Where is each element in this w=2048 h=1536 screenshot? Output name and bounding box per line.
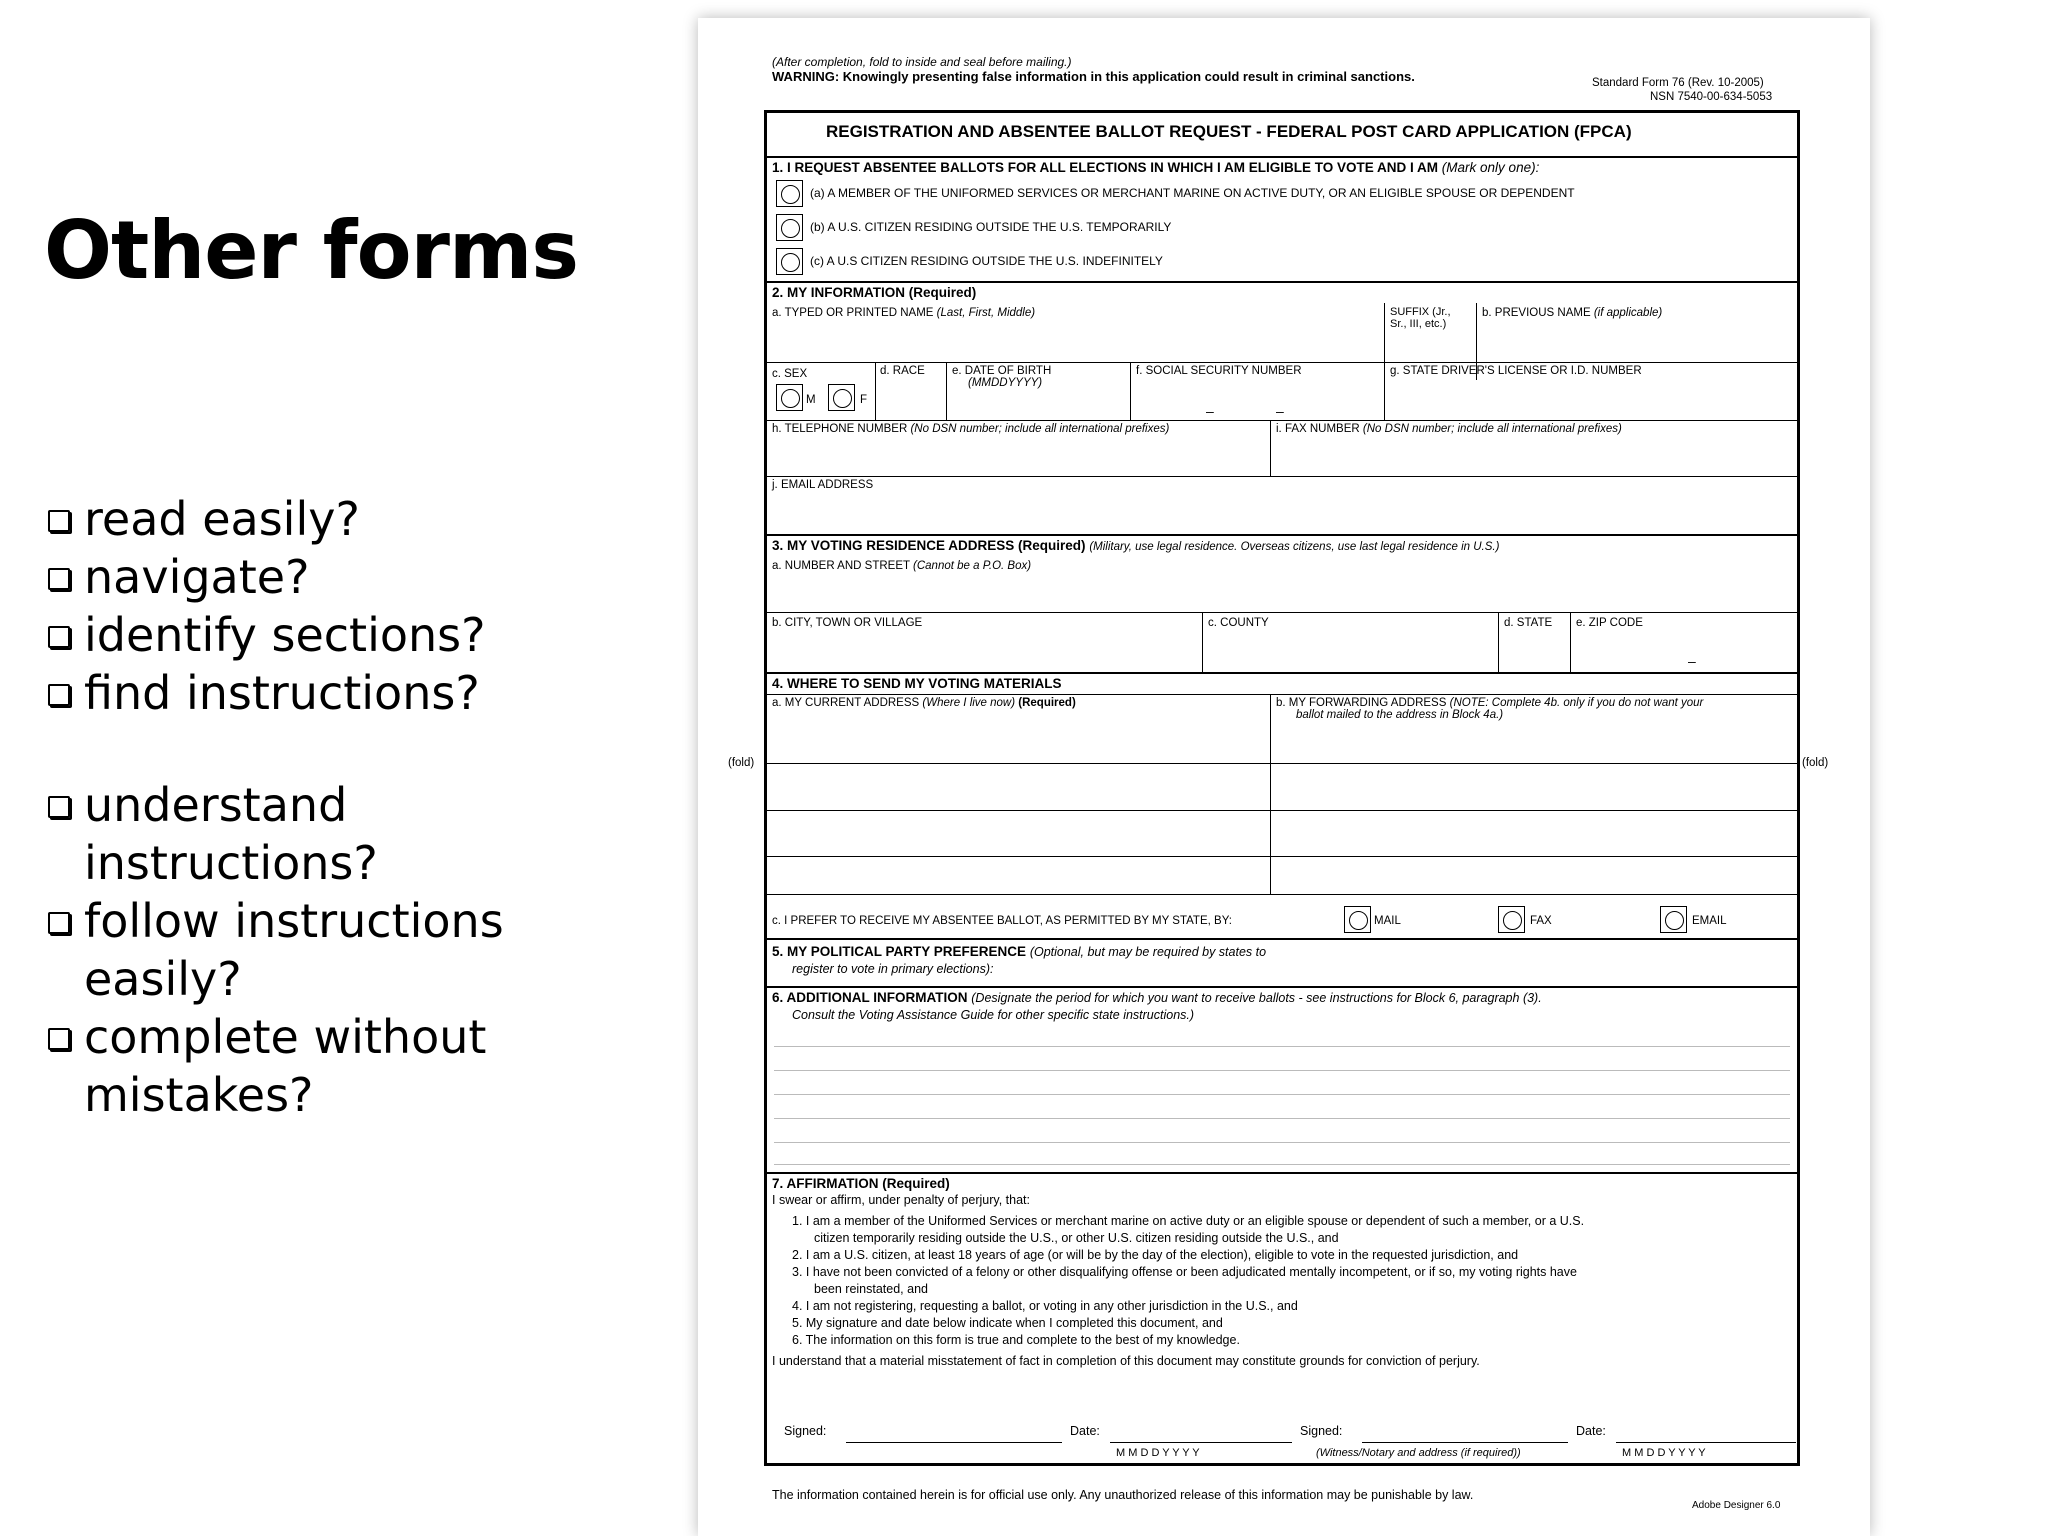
section-3-heading: 3. MY VOTING RESIDENCE ADDRESS (Required) (Military, use legal residence. Overseas citizens, use last legal residence in U.S.) <box>772 538 1500 553</box>
divider <box>1498 612 1499 672</box>
divider <box>1270 420 1271 476</box>
affirmation-item: 3. I have not been convicted of a felony or other disqualifying offense or been adjudicated mentally incompetent, or if so, my voting rights have <box>792 1265 1577 1279</box>
section-5-heading: 5. MY POLITICAL PARTY PREFERENCE (Optional, but may be required by states to <box>772 944 1267 959</box>
divider <box>764 810 1800 811</box>
divider <box>1384 362 1385 420</box>
divider <box>764 938 1800 940</box>
field-zip-label: e. ZIP CODE <box>1576 617 1643 629</box>
date-label: Date: <box>1070 1424 1100 1438</box>
form-number: Standard Form 76 (Rev. 10-2005) <box>1592 77 1764 89</box>
radio-email[interactable] <box>1660 906 1687 933</box>
divider <box>764 894 1800 895</box>
signed-label: Signed: <box>784 1424 827 1438</box>
affirmation-closing: I understand that a material misstatement of fact in completion of this document may constitute grounds for conviction of perjury. <box>772 1354 1480 1368</box>
delivery-fax-label: FAX <box>1530 915 1552 927</box>
signature-line[interactable] <box>846 1442 1062 1443</box>
field-forwarding-address-label: b. MY FORWARDING ADDRESS (NOTE: Complete 4b. only if you do not want your <box>1276 697 1704 709</box>
option-temporary: (b) A U.S. CITIZEN RESIDING OUTSIDE THE U.S. TEMPORARILY <box>810 220 1172 234</box>
form-title: REGISTRATION AND ABSENTEE BALLOT REQUEST - FEDERAL POST CARD APPLICATION (FPCA) <box>826 122 1632 141</box>
option-uniformed: (a) A MEMBER OF THE UNIFORMED SERVICES OR MERCHANT MARINE ON ACTIVE DUTY, OR AN ELIGIBLE SPOUSE OR DEPENDENT <box>810 186 1575 200</box>
affirmation-item: citizen temporarily residing outside the U.S., or other U.S. citizen residing outside the U.S., and <box>814 1231 1339 1245</box>
checkbox-icon <box>48 626 70 648</box>
radio-uniformed[interactable] <box>776 180 803 207</box>
section-5-note: register to vote in primary elections): <box>792 962 994 976</box>
witness-date-line[interactable] <box>1616 1442 1796 1443</box>
slide-title: Other forms <box>44 204 578 297</box>
witness-date-label: Date: <box>1576 1424 1606 1438</box>
field-name-label: a. TYPED OR PRINTED NAME (Last, First, Middle) <box>772 307 1036 319</box>
field-dob-label: e. DATE OF BIRTH <box>952 365 1052 377</box>
field-fax-label: i. FAX NUMBER (No DSN number; include all international prefixes) <box>1276 423 1622 435</box>
field-street-label: a. NUMBER AND STREET (Cannot be a P.O. Box) <box>772 560 1032 572</box>
radio-female[interactable] <box>828 384 855 411</box>
checkbox-icon <box>48 912 70 934</box>
field-current-address-label: a. MY CURRENT ADDRESS (Where I live now) (Required) <box>772 697 1076 709</box>
date-line[interactable] <box>1110 1442 1292 1443</box>
radio-indefinite[interactable] <box>776 248 803 275</box>
divider <box>764 420 1800 421</box>
radio-fax[interactable] <box>1498 906 1525 933</box>
sex-male-label: M <box>806 394 816 406</box>
option-indefinite: (c) A U.S CITIZEN RESIDING OUTSIDE THE U.S. INDEFINITELY <box>810 254 1163 268</box>
divider <box>946 362 947 420</box>
footer-notice: The information contained herein is for official use only. Any unauthorized release of this information may be punishable by law. <box>772 1488 1474 1502</box>
nsn-number: NSN 7540-00-634-5053 <box>1650 91 1773 103</box>
divider <box>764 476 1800 477</box>
ballot-delivery-label: c. I PREFER TO RECEIVE MY ABSENTEE BALLOT, AS PERMITTED BY MY STATE, BY: <box>772 915 1232 927</box>
affirmation-item: 2. I am a U.S. citizen, at least 18 years of age (or will be by the day of the election), eligible to vote in the requested jurisdiction, and <box>792 1248 1519 1262</box>
field-suffix-label: SUFFIX (Jr., <box>1390 306 1451 318</box>
radio-mail[interactable] <box>1344 906 1371 933</box>
divider <box>764 1172 1800 1174</box>
writing-line <box>774 1118 1790 1119</box>
affirmation-item: 1. I am a member of the Uniformed Services or merchant marine on active duty or an eligible spouse or dependent of such a member, or a U.S. <box>792 1214 1585 1228</box>
field-race-label: d. RACE <box>880 365 925 377</box>
witness-signed-label: Signed: <box>1300 1424 1343 1438</box>
divider <box>764 612 1800 613</box>
divider <box>1270 694 1271 894</box>
designer-note: Adobe Designer 6.0 <box>1692 1500 1781 1511</box>
field-forwarding-address-note: ballot mailed to the address in Block 4a.) <box>1296 709 1504 721</box>
checkbox-icon <box>48 568 70 590</box>
writing-line <box>774 1142 1790 1143</box>
divider <box>764 856 1800 857</box>
section-4-heading: 4. WHERE TO SEND MY VOTING MATERIALS <box>772 676 1062 691</box>
divider <box>764 281 1800 283</box>
divider <box>764 986 1800 988</box>
affirmation-item: been reinstated, and <box>814 1282 928 1296</box>
field-suffix-label: Sr., III, etc.) <box>1390 318 1447 330</box>
fold-mark-right: (fold) <box>1802 757 1829 769</box>
ssn-separator: – <box>1276 403 1284 419</box>
zip-separator: – <box>1688 653 1696 669</box>
witness-date-format: M M D D Y Y Y Y <box>1622 1447 1706 1459</box>
section-6-note: Consult the Voting Assistance Guide for other specific state instructions.) <box>792 1008 1195 1022</box>
field-dob-format: (MMDDYYYY) <box>968 377 1043 389</box>
divider <box>764 156 1800 158</box>
fold-mark-left: (fold) <box>728 757 755 769</box>
divider <box>764 763 1800 764</box>
witness-signature-line[interactable] <box>1362 1442 1568 1443</box>
field-sex-label: c. SEX <box>772 368 808 380</box>
warning-text: WARNING: Knowingly presenting false information in this application could result in criminal sanctions. <box>772 69 1415 84</box>
sex-female-label: F <box>860 394 868 406</box>
fpca-form <box>698 18 1870 1536</box>
divider <box>764 694 1800 695</box>
field-county-label: c. COUNTY <box>1208 617 1269 629</box>
field-email-label: j. EMAIL ADDRESS <box>772 479 874 491</box>
delivery-email-label: EMAIL <box>1692 915 1727 927</box>
checkbox-icon <box>48 1028 70 1050</box>
date-format: M M D D Y Y Y Y <box>1116 1447 1200 1459</box>
affirmation-item: 6. The information on this form is true and complete to the best of my knowledge. <box>792 1333 1240 1347</box>
writing-line <box>774 1070 1790 1071</box>
section-6-heading: 6. ADDITIONAL INFORMATION (Designate the period for which you want to receive ballots - see instructions for Block 6, paragraph (3). <box>772 990 1542 1005</box>
section-1-heading: 1. I REQUEST ABSENTEE BALLOTS FOR ALL ELECTIONS IN WHICH I AM ELIGIBLE TO VOTE AND I AM (Mark only one): <box>772 160 1540 175</box>
divider <box>1202 612 1203 672</box>
checkbox-icon <box>48 510 70 532</box>
delivery-mail-label: MAIL <box>1374 915 1401 927</box>
divider <box>1570 612 1571 672</box>
section-2-heading: 2. MY INFORMATION (Required) <box>772 285 977 300</box>
ssn-separator: – <box>1206 403 1214 419</box>
section-7-heading: 7. AFFIRMATION (Required) <box>772 1176 950 1191</box>
field-ssn-label: f. SOCIAL SECURITY NUMBER <box>1136 365 1302 377</box>
writing-line <box>774 1094 1790 1095</box>
affirmation-intro: I swear or affirm, under penalty of perjury, that: <box>772 1193 1030 1207</box>
witness-note: (Witness/Notary and address (if required)) <box>1316 1447 1521 1459</box>
affirmation-item: 4. I am not registering, requesting a ballot, or voting in any other jurisdiction in the U.S., and <box>792 1299 1298 1313</box>
divider <box>1130 362 1131 420</box>
field-telephone-label: h. TELEPHONE NUMBER (No DSN number; include all international prefixes) <box>772 423 1170 435</box>
checkbox-icon <box>48 796 70 818</box>
fold-note: (After completion, fold to inside and seal before mailing.) <box>772 55 1072 69</box>
divider <box>764 362 1800 363</box>
divider <box>764 672 1800 674</box>
writing-line <box>774 1046 1790 1047</box>
checkbox-icon <box>48 684 70 706</box>
field-previous-name-label: b. PREVIOUS NAME (if applicable) <box>1482 307 1663 319</box>
field-license-label: g. STATE DRIVER'S LICENSE OR I.D. NUMBER <box>1390 365 1642 377</box>
radio-male[interactable] <box>776 384 803 411</box>
field-state-label: d. STATE <box>1504 617 1553 629</box>
radio-temporary[interactable] <box>776 214 803 241</box>
field-city-label: b. CITY, TOWN OR VILLAGE <box>772 617 923 629</box>
affirmation-item: 5. My signature and date below indicate when I completed this document, and <box>792 1316 1223 1330</box>
divider <box>875 362 876 420</box>
divider <box>764 534 1800 536</box>
writing-line <box>774 1164 1790 1165</box>
